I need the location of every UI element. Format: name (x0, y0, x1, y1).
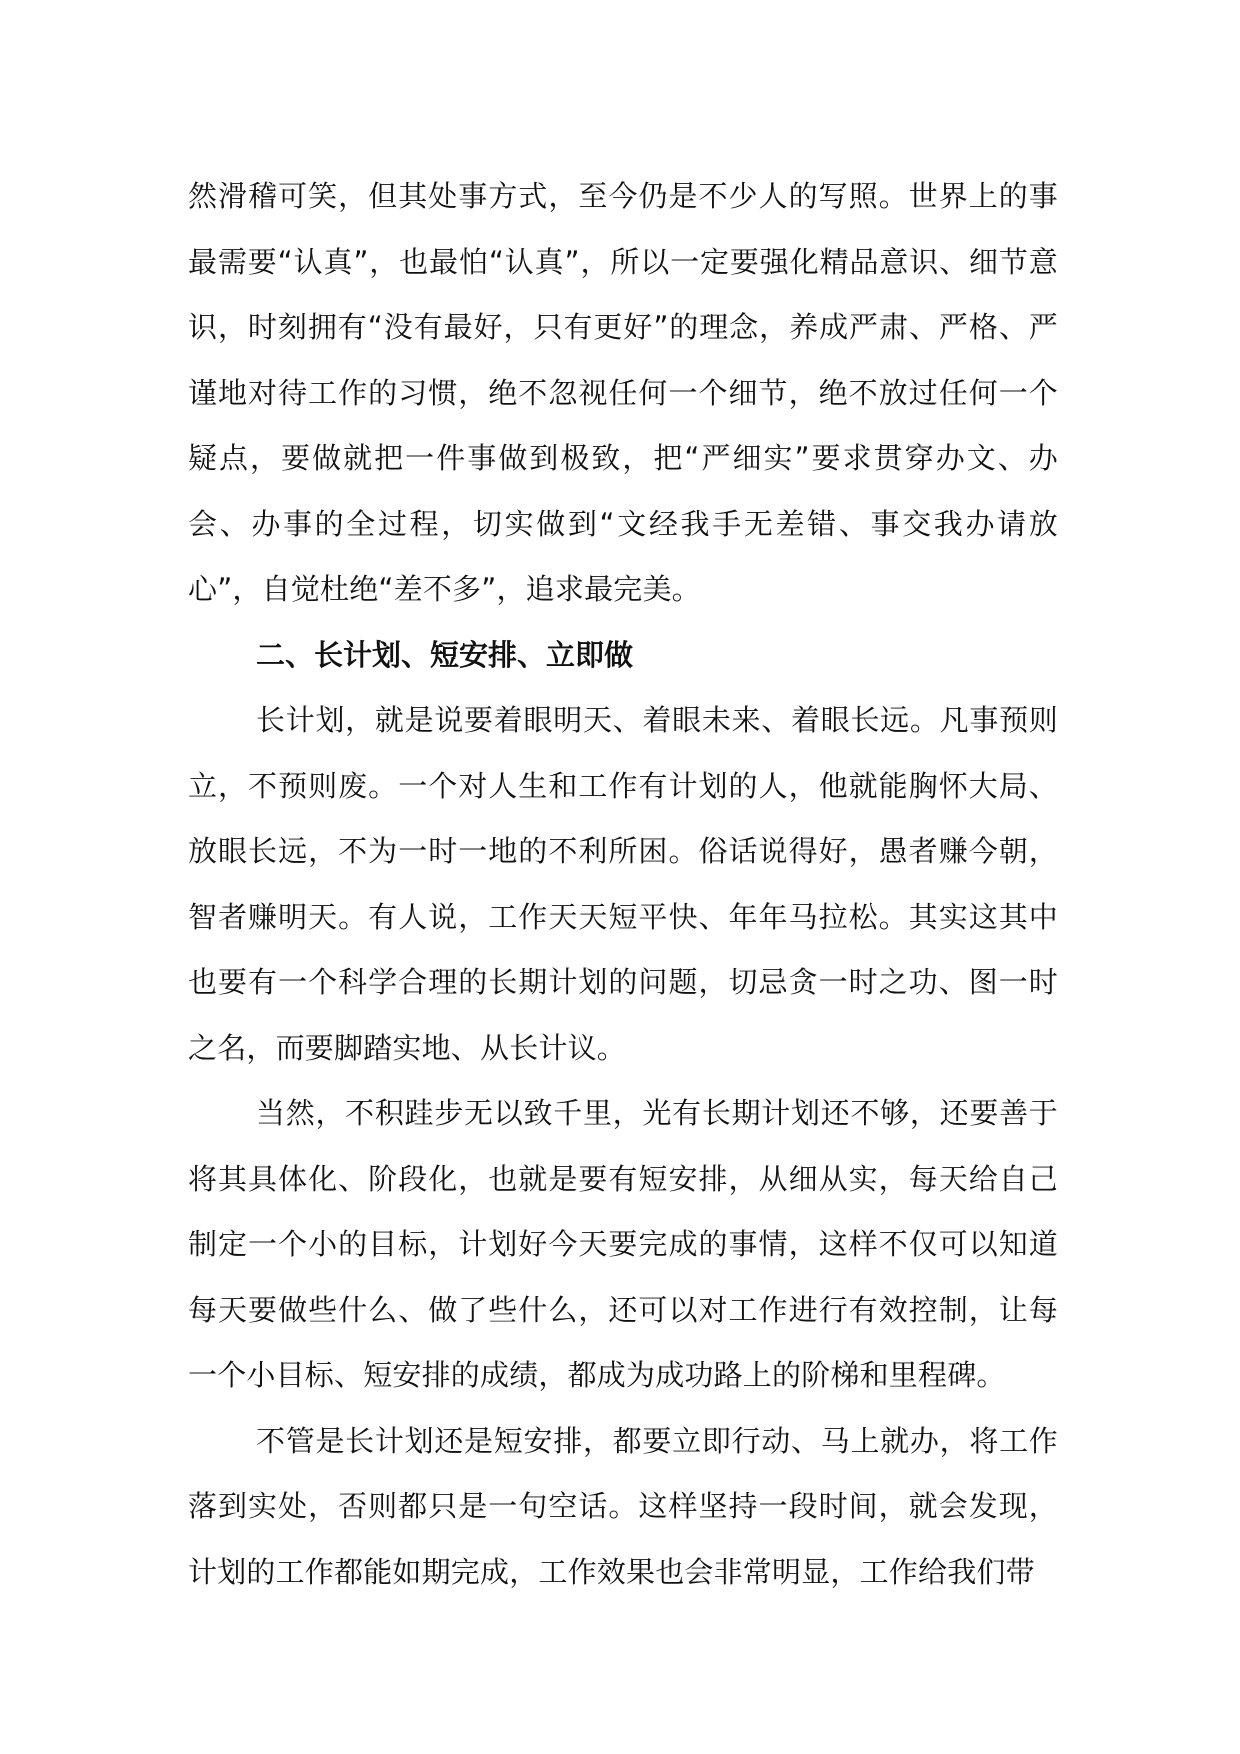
document-body (188, 164, 1058, 1605)
paragraph: 长计划，就是说要着眼明天、着眼未来、着眼长远。凡事预则立，不预则废。一个对人生和工作有计划的人，他就能胸怀大局、放眼长远，不为一时一地的不利所困。俗话说得好，愚者赚今朝，智者赚明天。有人说，工作天天短平快、年年马拉松。其实这其中也要有一个科学合理的长期计划的问题，切忌贪一时之功、图一时之名，而要脚踏实地、从长计议。 (188, 703, 1058, 1065)
section-heading: 二、长计划、短安排、立即做 (256, 637, 634, 672)
paragraph: 当然，不积跬步无以致千里，光有长期计划还不够，还要善于将其具体化、阶段化，也就是要有短安排，从细从实，每天给自己制定一个小的目标，计划好今天要完成的事情，这样不仅可以知道每天要做些什么、做了些什么，还可以对工作进行有效控制，让每一个小目标、短安排的成绩，都成为成功路上的阶梯和里程碑。 (188, 1096, 1058, 1392)
paragraph: 不管是长计划还是短安排，都要立即行动、马上就办，将工作落到实处，否则都只是一句空话。这样坚持一段时间，就会发现，计划的工作都能如期完成，工作效果也会非常明显，工作给我们带 (188, 1423, 1058, 1589)
paragraph-continued: 然滑稽可笑，但其处事方式，至今仍是不少人的写照。世界上的事最需要“认真”，也最怕“认真”，所以一定要强化精品意识、细节意识，时刻拥有“没有最好，只有更好”的理念，养成严肃、严格、严谨地对待工作的习惯，绝不忽视任何一个细节，绝不放过任何一个疑点，要做就把一件事做到极致，把“严细实”要求贯穿办文、办会、办事的全过程，切实做到“文经我手无差错、事交我办请放心”，自觉杜绝“差不多”，追求最完美。 (188, 179, 1058, 606)
